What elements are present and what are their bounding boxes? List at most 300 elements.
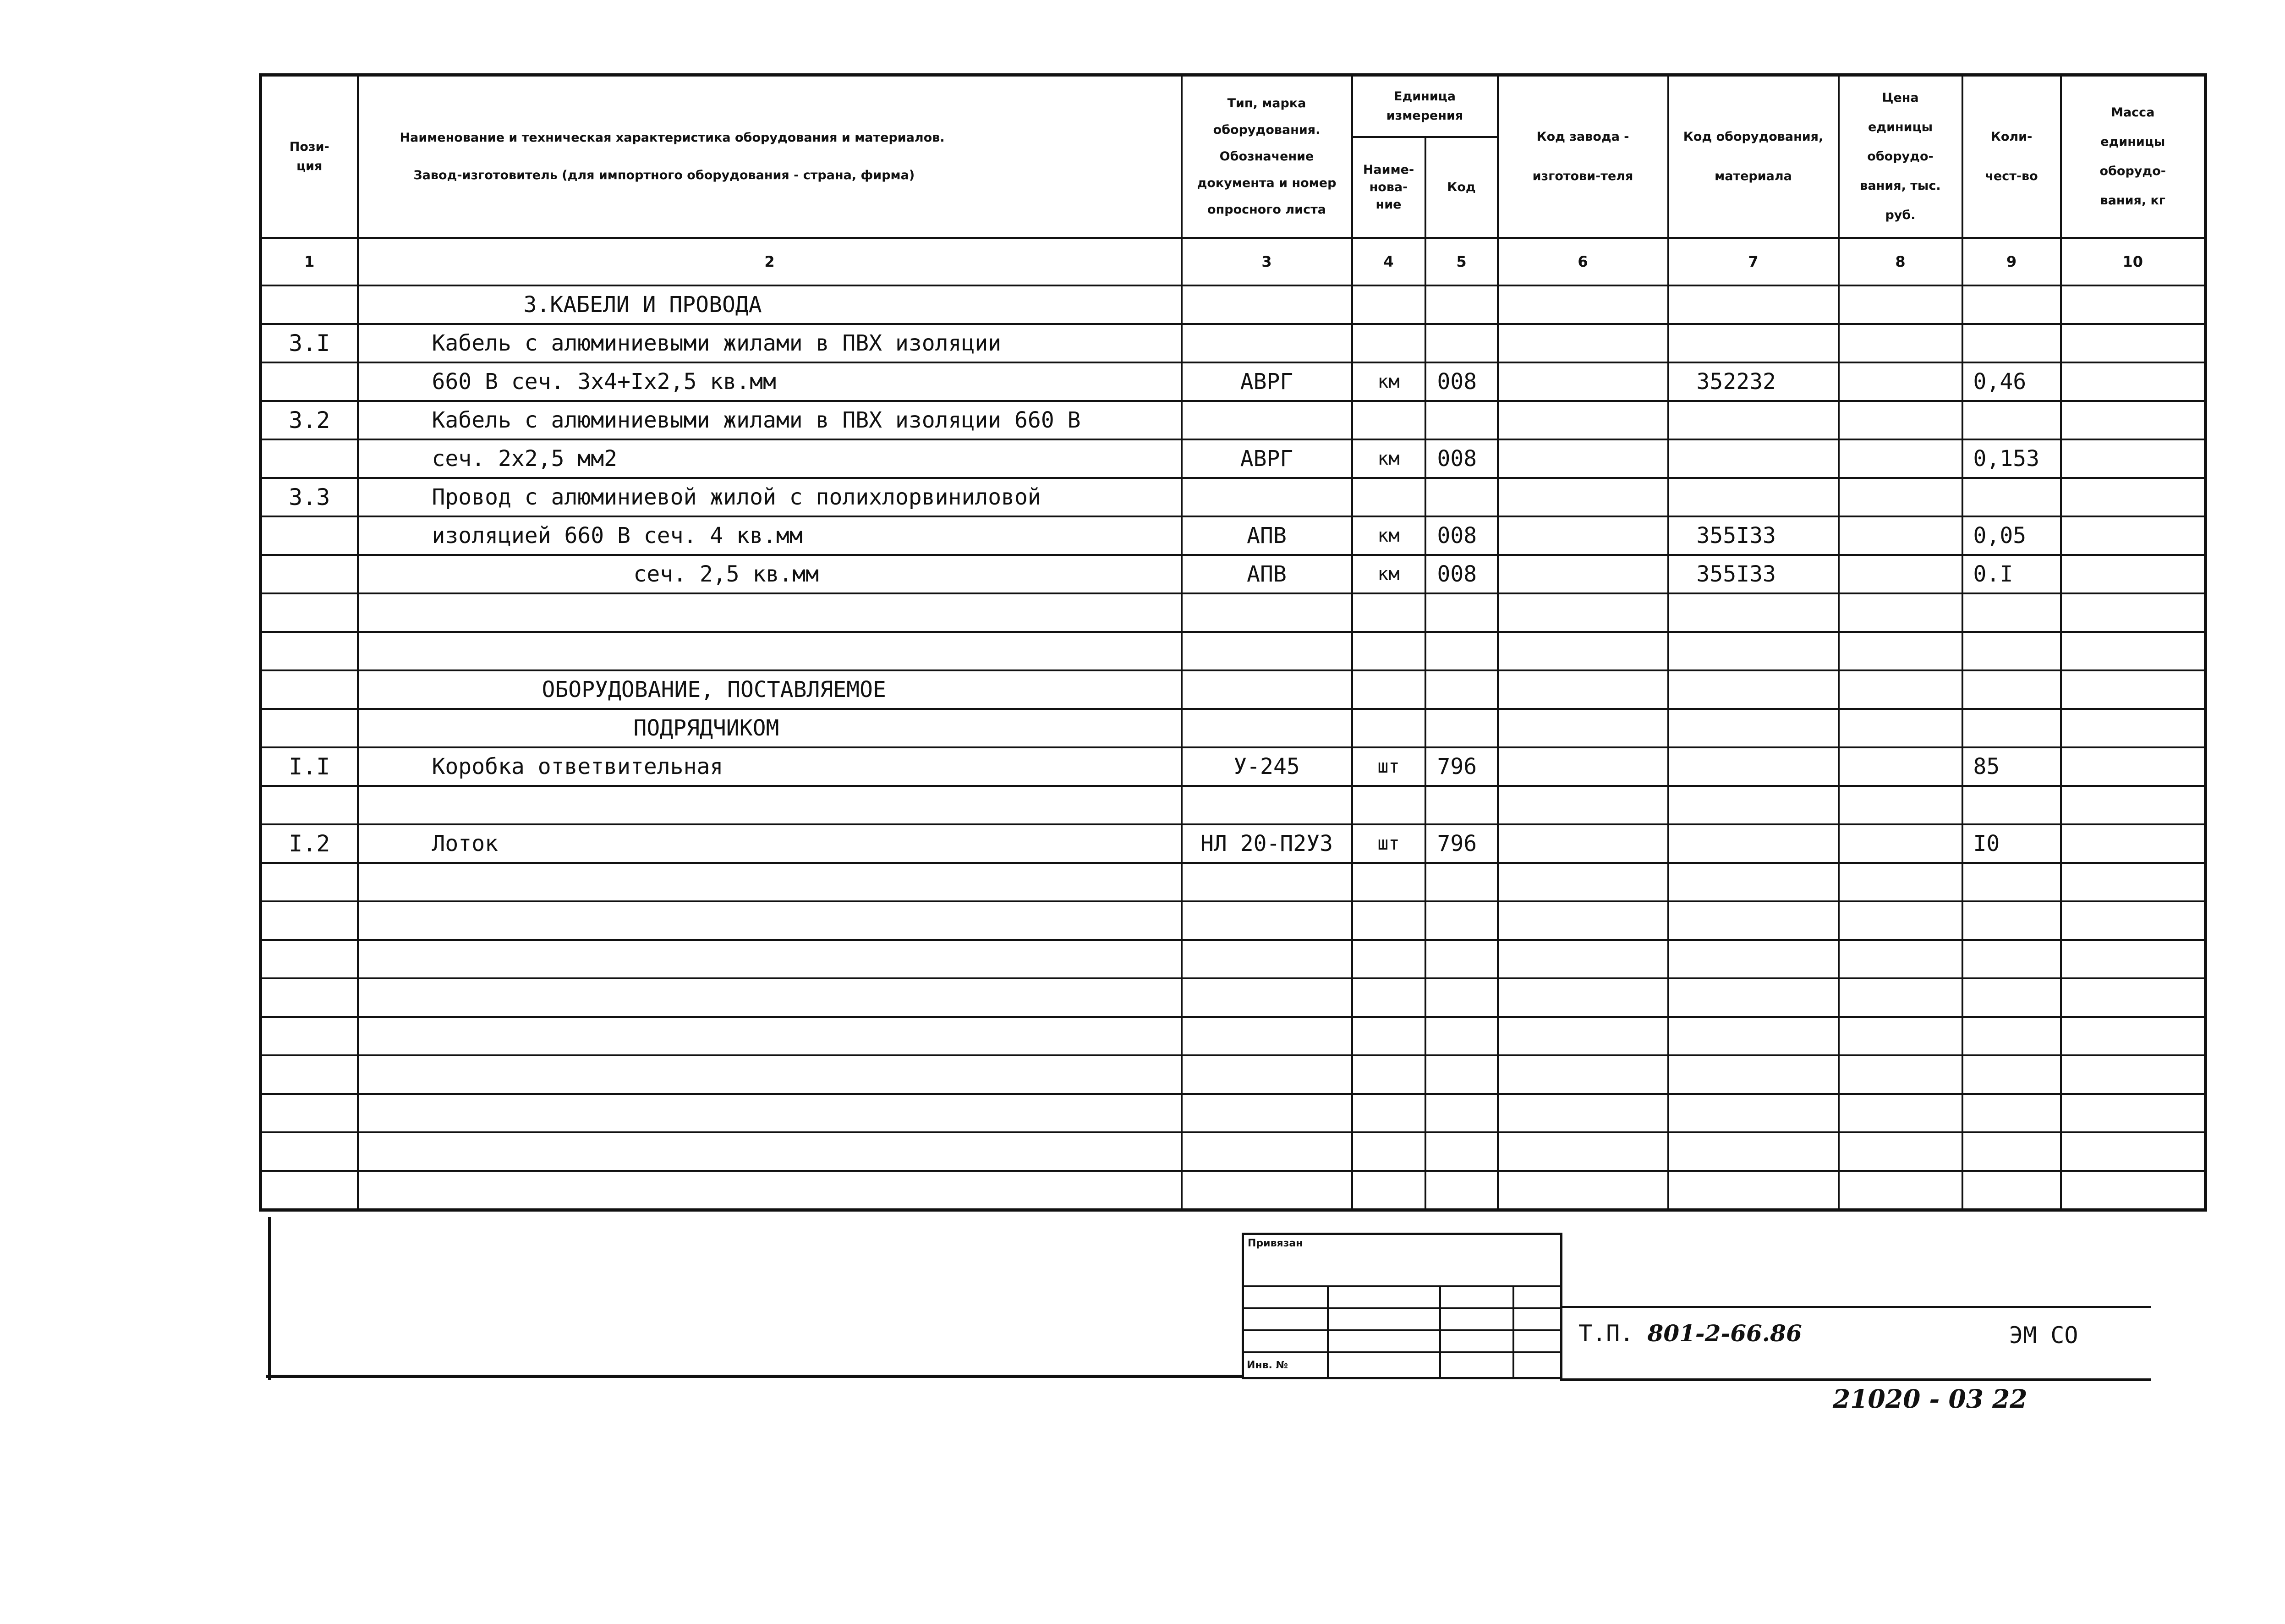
stamp-cell: [1328, 1352, 1440, 1378]
quantity-cell: 0,05: [1962, 516, 2061, 555]
type-cell: [1182, 285, 1352, 324]
price-cell: [1839, 1017, 1962, 1055]
table-row: [261, 362, 2206, 401]
price-cell: [1839, 285, 1962, 324]
unit-code-cell: [1425, 1132, 1498, 1171]
price-cell: [1839, 940, 1962, 978]
factory-code-cell: [1498, 401, 1668, 439]
unit-code-cell: [1425, 940, 1498, 978]
name-cell: [358, 1094, 1182, 1132]
equipment-code-cell: 352232: [1668, 362, 1839, 401]
factory-code-cell: [1498, 1171, 1668, 1210]
type-cell: [1182, 978, 1352, 1017]
quantity-cell: [1962, 1132, 2061, 1171]
column-number: 10: [2061, 238, 2206, 285]
header-quantity: Коли-чест-во: [1962, 75, 2061, 238]
header-equipment-code: Код оборудования, материала: [1668, 75, 1839, 238]
equipment-code-cell: [1668, 1094, 1839, 1132]
stamp-inv-label: Инв. №: [1243, 1352, 1328, 1378]
approval-stamp: [1242, 1233, 1562, 1379]
specification-table: [259, 73, 2207, 1212]
quantity-cell: [1962, 670, 2061, 709]
quantity-cell: [1962, 324, 2061, 362]
price-cell: [1839, 709, 1962, 747]
type-cell: [1182, 1132, 1352, 1171]
position-cell: [261, 786, 358, 824]
equipment-code-cell: [1668, 324, 1839, 362]
position-cell: 3.3: [261, 478, 358, 516]
header-unit-group: Единица измерения: [1352, 75, 1498, 137]
table-row: [261, 324, 2206, 362]
header-name-line2: Завод-изготовитель (для импортного оборудования - страна, фирма): [413, 168, 915, 182]
factory-code-cell: [1498, 1017, 1668, 1055]
equipment-code-cell: [1668, 439, 1839, 478]
position-cell: [261, 670, 358, 709]
name-cell: изоляцией 660 В сеч. 4 кв.мм: [358, 516, 1182, 555]
price-cell: [1839, 747, 1962, 786]
position-cell: [261, 1017, 358, 1055]
type-cell: [1182, 1094, 1352, 1132]
position-cell: [261, 1171, 358, 1210]
price-cell: [1839, 362, 1962, 401]
stamp-cell: [1440, 1286, 1513, 1308]
price-cell: [1839, 516, 1962, 555]
header-unit-name: Наиме-нова-ние: [1352, 137, 1425, 238]
mass-cell: [2061, 632, 2206, 670]
mass-cell: [2061, 670, 2206, 709]
factory-code-cell: [1498, 439, 1668, 478]
column-number: 7: [1668, 238, 1839, 285]
price-cell: [1839, 439, 1962, 478]
quantity-cell: 85: [1962, 747, 2061, 786]
unit-code-cell: [1425, 1017, 1498, 1055]
stamp-cell: [1243, 1286, 1328, 1308]
price-cell: [1839, 1055, 1962, 1094]
position-cell: [261, 901, 358, 940]
quantity-cell: 0,153: [1962, 439, 2061, 478]
name-cell: [358, 1171, 1182, 1210]
tp-number: 801-2-66.86: [1647, 1320, 1802, 1347]
position-cell: I.I: [261, 747, 358, 786]
equipment-code-cell: [1668, 1017, 1839, 1055]
column-number: 2: [358, 238, 1182, 285]
mass-cell: [2061, 786, 2206, 824]
document-designation: [1578, 1320, 1802, 1347]
unit-code-cell: [1425, 863, 1498, 901]
equipment-code-cell: [1668, 285, 1839, 324]
quantity-cell: [1962, 285, 2061, 324]
unit-code-cell: [1425, 593, 1498, 632]
name-cell: Коробка ответвительная: [358, 747, 1182, 786]
title-block-bottom-line: [1560, 1378, 2151, 1381]
column-number: 4: [1352, 238, 1425, 285]
header-price: Цена единицы оборудо-вания, тыс. руб.: [1839, 75, 1962, 238]
unit-code-cell: 008: [1425, 555, 1498, 593]
name-cell: [358, 632, 1182, 670]
unit-code-cell: [1425, 1055, 1498, 1094]
unit-name-cell: [1352, 1094, 1425, 1132]
table-row: [261, 1055, 2206, 1094]
position-cell: [261, 1055, 358, 1094]
equipment-code-cell: [1668, 478, 1839, 516]
name-cell: 660 В сеч. 3х4+Iх2,5 кв.мм: [358, 362, 1182, 401]
price-cell: [1839, 863, 1962, 901]
unit-name-cell: км: [1352, 439, 1425, 478]
mass-cell: [2061, 940, 2206, 978]
position-cell: [261, 978, 358, 1017]
unit-code-cell: 008: [1425, 516, 1498, 555]
quantity-cell: [1962, 709, 2061, 747]
type-cell: [1182, 401, 1352, 439]
type-cell: [1182, 593, 1352, 632]
stamp-bound-label: Привязан: [1243, 1234, 1562, 1287]
mass-cell: [2061, 593, 2206, 632]
name-cell: ПОДРЯДЧИКОМ: [358, 709, 1182, 747]
mass-cell: [2061, 439, 2206, 478]
position-cell: 3.I: [261, 324, 358, 362]
position-cell: [261, 362, 358, 401]
header-unit-code: Код: [1425, 137, 1498, 238]
unit-code-cell: [1425, 1171, 1498, 1210]
unit-name-cell: шт: [1352, 747, 1425, 786]
unit-code-cell: [1425, 901, 1498, 940]
unit-code-cell: [1425, 709, 1498, 747]
equipment-code-cell: [1668, 1055, 1839, 1094]
table-row: [261, 863, 2206, 901]
name-cell: [358, 978, 1182, 1017]
name-cell: ОБОРУДОВАНИЕ, ПОСТАВЛЯЕМОЕ: [358, 670, 1182, 709]
factory-code-cell: [1498, 709, 1668, 747]
table-row: [261, 1017, 2206, 1055]
specification-rows: [261, 285, 2206, 1210]
column-number: 3: [1182, 238, 1352, 285]
frame-left-border: [268, 1217, 271, 1380]
equipment-code-cell: [1668, 863, 1839, 901]
factory-code-cell: [1498, 747, 1668, 786]
name-cell: сеч. 2,5 кв.мм: [358, 555, 1182, 593]
name-cell: Лоток: [358, 824, 1182, 863]
price-cell: [1839, 824, 1962, 863]
type-cell: [1182, 1055, 1352, 1094]
unit-name-cell: [1352, 632, 1425, 670]
quantity-cell: 0.I: [1962, 555, 2061, 593]
quantity-cell: [1962, 1171, 2061, 1210]
unit-code-cell: 008: [1425, 439, 1498, 478]
quantity-cell: [1962, 863, 2061, 901]
mass-cell: [2061, 901, 2206, 940]
header-name-line1: Наименование и техническая характеристика оборудования и материалов.: [400, 130, 945, 145]
table-row: [261, 670, 2206, 709]
type-cell: [1182, 632, 1352, 670]
unit-name-cell: [1352, 1017, 1425, 1055]
position-cell: I.2: [261, 824, 358, 863]
unit-code-cell: [1425, 670, 1498, 709]
type-cell: АВРГ: [1182, 362, 1352, 401]
unit-code-cell: [1425, 786, 1498, 824]
mass-cell: [2061, 1017, 2206, 1055]
price-cell: [1839, 324, 1962, 362]
type-cell: НЛ 20-П2УЗ: [1182, 824, 1352, 863]
factory-code-cell: [1498, 516, 1668, 555]
unit-name-cell: [1352, 401, 1425, 439]
quantity-cell: I0: [1962, 824, 2061, 863]
unit-name-cell: [1352, 593, 1425, 632]
factory-code-cell: [1498, 1132, 1668, 1171]
factory-code-cell: [1498, 285, 1668, 324]
unit-name-cell: [1352, 670, 1425, 709]
price-cell: [1839, 593, 1962, 632]
type-cell: [1182, 786, 1352, 824]
name-cell: [358, 786, 1182, 824]
stamp-cell: [1513, 1308, 1562, 1330]
factory-code-cell: [1498, 978, 1668, 1017]
mass-cell: [2061, 1094, 2206, 1132]
factory-code-cell: [1498, 786, 1668, 824]
header-name: [358, 75, 1182, 238]
quantity-cell: [1962, 478, 2061, 516]
table-row: [261, 1094, 2206, 1132]
mass-cell: [2061, 285, 2206, 324]
price-cell: [1839, 978, 1962, 1017]
column-number: 5: [1425, 238, 1498, 285]
table-row: [261, 940, 2206, 978]
position-cell: [261, 709, 358, 747]
unit-name-cell: шт: [1352, 824, 1425, 863]
factory-code-cell: [1498, 324, 1668, 362]
unit-name-cell: [1352, 978, 1425, 1017]
type-cell: АПВ: [1182, 555, 1352, 593]
position-cell: [261, 285, 358, 324]
equipment-code-cell: [1668, 978, 1839, 1017]
equipment-code-cell: [1668, 709, 1839, 747]
factory-code-cell: [1498, 901, 1668, 940]
name-cell: [358, 593, 1182, 632]
quantity-cell: [1962, 593, 2061, 632]
name-cell: сеч. 2х2,5 мм2: [358, 439, 1182, 478]
stamp-cell: [1243, 1308, 1328, 1330]
equipment-code-cell: [1668, 747, 1839, 786]
factory-code-cell: [1498, 940, 1668, 978]
stamp-cell: [1513, 1286, 1562, 1308]
mass-cell: [2061, 1132, 2206, 1171]
unit-name-cell: км: [1352, 555, 1425, 593]
price-cell: [1839, 786, 1962, 824]
mass-cell: [2061, 863, 2206, 901]
unit-code-cell: 796: [1425, 824, 1498, 863]
table-row: [261, 786, 2206, 824]
type-cell: [1182, 1017, 1352, 1055]
equipment-code-cell: [1668, 824, 1839, 863]
unit-code-cell: [1425, 478, 1498, 516]
type-cell: [1182, 863, 1352, 901]
table-row: [261, 1132, 2206, 1171]
name-cell: Провод с алюминиевой жилой с полихлорвиниловой: [358, 478, 1182, 516]
stamp-cell: [1513, 1330, 1562, 1352]
equipment-code-cell: 355I33: [1668, 555, 1839, 593]
quantity-cell: 0,46: [1962, 362, 2061, 401]
stamp-cell: [1440, 1330, 1513, 1352]
type-cell: [1182, 324, 1352, 362]
table-row: [261, 285, 2206, 324]
stamp-cell: [1440, 1352, 1513, 1378]
unit-name-cell: [1352, 901, 1425, 940]
position-cell: [261, 940, 358, 978]
unit-code-cell: 008: [1425, 362, 1498, 401]
table-row: [261, 978, 2206, 1017]
unit-code-cell: [1425, 978, 1498, 1017]
type-cell: [1182, 1171, 1352, 1210]
table-row: [261, 709, 2206, 747]
type-cell: [1182, 901, 1352, 940]
factory-code-cell: [1498, 824, 1668, 863]
mass-cell: [2061, 362, 2206, 401]
unit-code-cell: [1425, 632, 1498, 670]
mass-cell: [2061, 401, 2206, 439]
equipment-code-cell: [1668, 1171, 1839, 1210]
position-cell: [261, 1094, 358, 1132]
type-cell: [1182, 940, 1352, 978]
mass-cell: [2061, 824, 2206, 863]
factory-code-cell: [1498, 632, 1668, 670]
column-number: 6: [1498, 238, 1668, 285]
position-cell: [261, 632, 358, 670]
quantity-cell: [1962, 786, 2061, 824]
name-cell: Кабель с алюминиевыми жилами в ПВХ изоляции: [358, 324, 1182, 362]
factory-code-cell: [1498, 478, 1668, 516]
quantity-cell: [1962, 901, 2061, 940]
price-cell: [1839, 401, 1962, 439]
price-cell: [1839, 478, 1962, 516]
mass-cell: [2061, 478, 2206, 516]
mass-cell: [2061, 516, 2206, 555]
table-row: [261, 901, 2206, 940]
price-cell: [1839, 555, 1962, 593]
unit-code-cell: [1425, 401, 1498, 439]
unit-code-cell: [1425, 285, 1498, 324]
price-cell: [1839, 670, 1962, 709]
header-mass: Масса единицы оборудо-вания, кг: [2061, 75, 2206, 238]
unit-name-cell: [1352, 940, 1425, 978]
table-row: [261, 593, 2206, 632]
table-row: [261, 824, 2206, 863]
name-cell: [358, 1017, 1182, 1055]
table-row: [261, 478, 2206, 516]
position-cell: [261, 593, 358, 632]
unit-name-cell: [1352, 324, 1425, 362]
header-type: Тип, марка оборудования. Обозначение документа и номер опросного листа: [1182, 75, 1352, 238]
stamp-cell: [1513, 1352, 1562, 1378]
column-number: 9: [1962, 238, 2061, 285]
unit-name-cell: [1352, 1171, 1425, 1210]
equipment-code-cell: [1668, 670, 1839, 709]
price-cell: [1839, 1171, 1962, 1210]
equipment-code-cell: [1668, 940, 1839, 978]
quantity-cell: [1962, 1017, 2061, 1055]
name-cell: [358, 1055, 1182, 1094]
frame-bottom-border: [266, 1375, 1244, 1378]
table-row: [261, 1171, 2206, 1210]
table-row: [261, 632, 2206, 670]
table-row: [261, 555, 2206, 593]
unit-name-cell: км: [1352, 362, 1425, 401]
header-position: Пози- ция: [261, 75, 358, 238]
price-cell: [1839, 632, 1962, 670]
factory-code-cell: [1498, 670, 1668, 709]
factory-code-cell: [1498, 593, 1668, 632]
header-factory-code: Код завода - изготови-теля: [1498, 75, 1668, 238]
stamp-cell: [1328, 1308, 1440, 1330]
price-cell: [1839, 1132, 1962, 1171]
sheet-code: ЭМ СО: [2009, 1322, 2078, 1349]
stamp-cell: [1328, 1286, 1440, 1308]
unit-name-cell: [1352, 478, 1425, 516]
type-cell: АВРГ: [1182, 439, 1352, 478]
equipment-code-cell: [1668, 593, 1839, 632]
title-block-line: [1560, 1306, 2151, 1308]
quantity-cell: [1962, 401, 2061, 439]
unit-name-cell: [1352, 1132, 1425, 1171]
table-row: [261, 747, 2206, 786]
quantity-cell: [1962, 1094, 2061, 1132]
unit-code-cell: [1425, 324, 1498, 362]
unit-code-cell: 796: [1425, 747, 1498, 786]
factory-code-cell: [1498, 362, 1668, 401]
quantity-cell: [1962, 978, 2061, 1017]
name-cell: [358, 1132, 1182, 1171]
position-cell: [261, 516, 358, 555]
factory-code-cell: [1498, 1055, 1668, 1094]
unit-name-cell: [1352, 709, 1425, 747]
position-cell: 3.2: [261, 401, 358, 439]
table-row: [261, 401, 2206, 439]
mass-cell: [2061, 324, 2206, 362]
mass-cell: [2061, 747, 2206, 786]
equipment-code-cell: 355I33: [1668, 516, 1839, 555]
stamp-cell: [1243, 1330, 1328, 1352]
unit-name-cell: [1352, 285, 1425, 324]
type-cell: АПВ: [1182, 516, 1352, 555]
unit-name-cell: [1352, 786, 1425, 824]
type-cell: [1182, 670, 1352, 709]
equipment-code-cell: [1668, 401, 1839, 439]
equipment-code-cell: [1668, 786, 1839, 824]
type-cell: У-245: [1182, 747, 1352, 786]
stamp-cell: [1440, 1308, 1513, 1330]
price-cell: [1839, 901, 1962, 940]
stamp-cell: [1328, 1330, 1440, 1352]
name-cell: [358, 863, 1182, 901]
price-cell: [1839, 1094, 1962, 1132]
column-number: 1: [261, 238, 358, 285]
equipment-code-cell: [1668, 901, 1839, 940]
type-cell: [1182, 478, 1352, 516]
table-row: [261, 439, 2206, 478]
unit-name-cell: [1352, 1055, 1425, 1094]
factory-code-cell: [1498, 863, 1668, 901]
equipment-code-cell: [1668, 632, 1839, 670]
mass-cell: [2061, 1055, 2206, 1094]
tp-prefix: Т.П.: [1578, 1320, 1634, 1347]
equipment-code-cell: [1668, 1132, 1839, 1171]
factory-code-cell: [1498, 1094, 1668, 1132]
position-cell: [261, 439, 358, 478]
name-cell: [358, 901, 1182, 940]
quantity-cell: [1962, 632, 2061, 670]
position-cell: [261, 1132, 358, 1171]
unit-name-cell: [1352, 863, 1425, 901]
type-cell: [1182, 709, 1352, 747]
factory-code-cell: [1498, 555, 1668, 593]
